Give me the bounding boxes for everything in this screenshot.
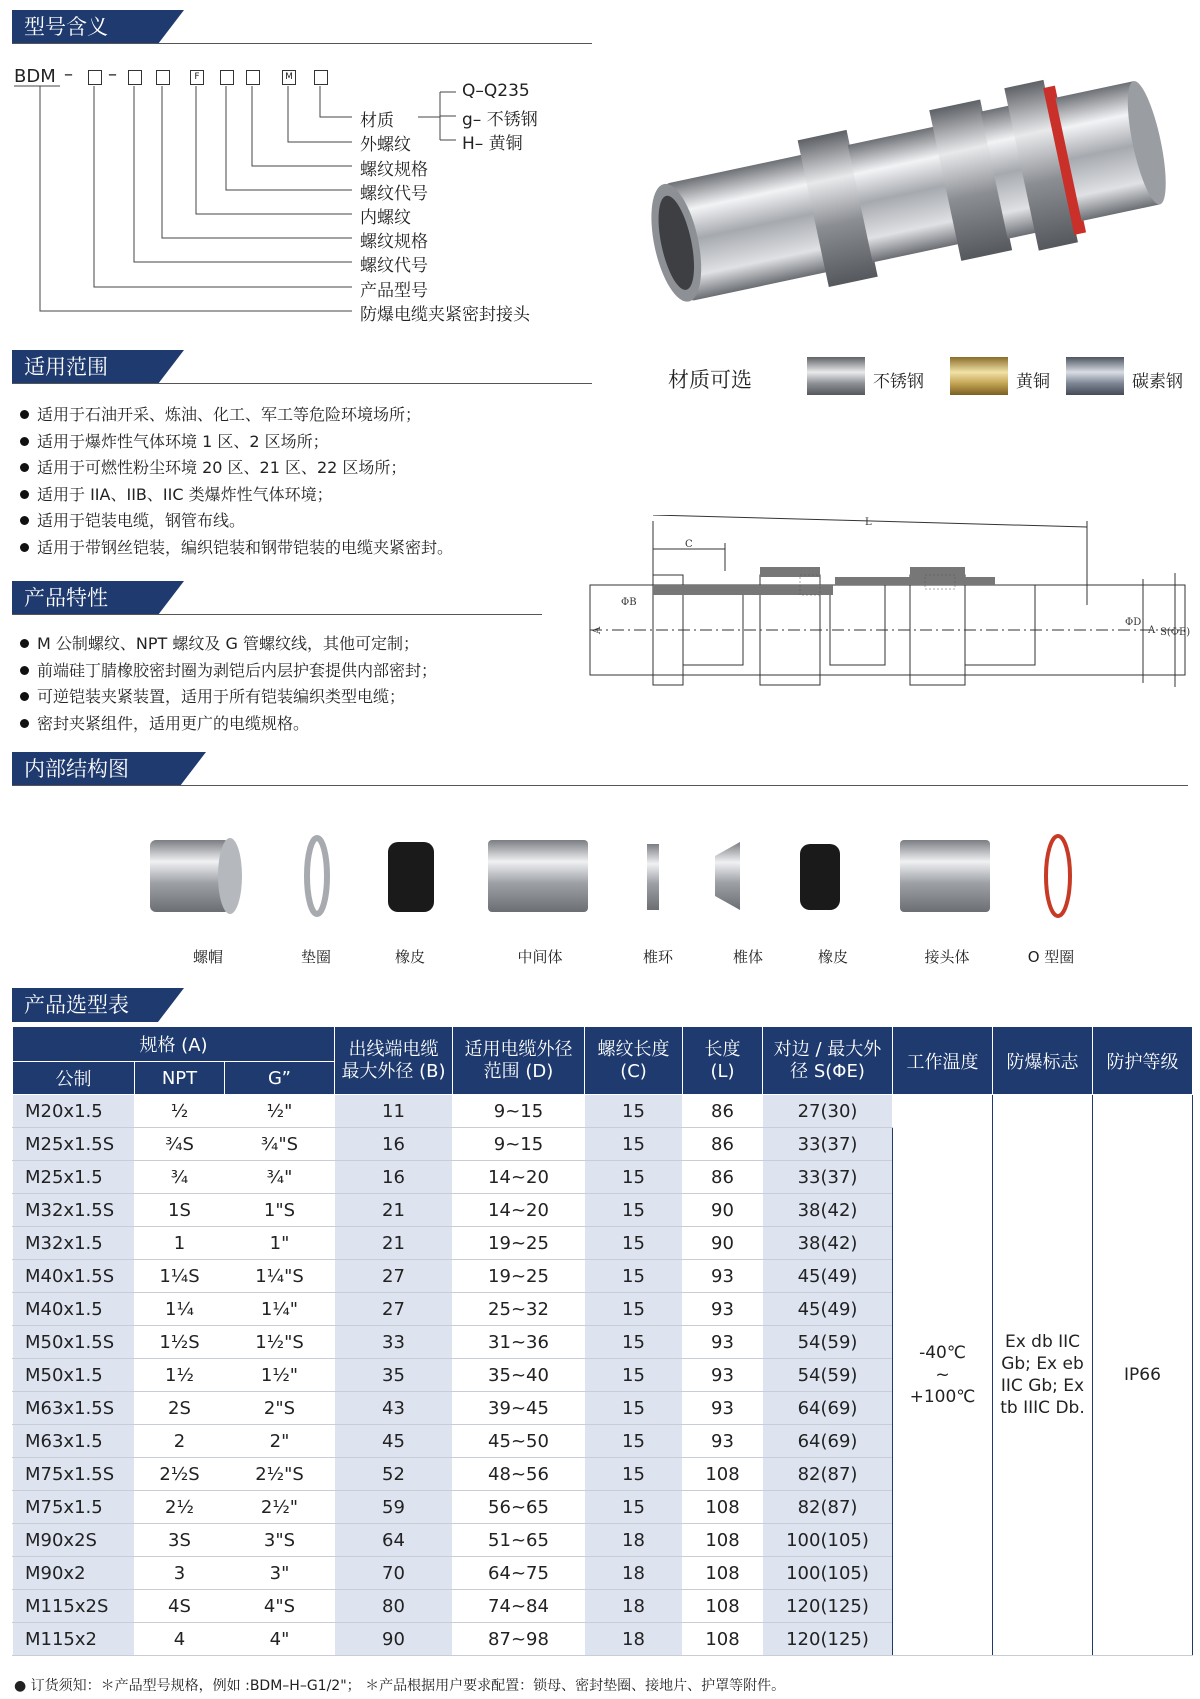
table-cell: 52	[335, 1458, 453, 1491]
dim-D: ΦD	[1125, 617, 1142, 628]
table-cell: 19~25	[453, 1227, 585, 1260]
table-cell: 56~65	[453, 1491, 585, 1524]
list-item: 适用于带钢丝铠装，编织铠装和钢带铠装的电缆夹紧密封。	[20, 535, 453, 562]
parts-images	[140, 826, 1100, 926]
th-ip: 防护等级	[1093, 1027, 1193, 1095]
table-cell: 90	[683, 1227, 763, 1260]
table-cell: 1S	[135, 1194, 225, 1227]
table-cell: 108	[683, 1557, 763, 1590]
th-g: G”	[225, 1062, 335, 1095]
carbon-steel-swatch	[1066, 357, 1124, 395]
dim-A-right: A	[1148, 625, 1156, 636]
dim-L: L	[865, 517, 872, 528]
table-cell: 1¼S	[135, 1260, 225, 1293]
table-cell: 93	[683, 1359, 763, 1392]
table-cell: 15	[585, 1260, 683, 1293]
table-cell: 108	[683, 1524, 763, 1557]
dim-C: C	[685, 539, 693, 550]
table-cell: 108	[683, 1491, 763, 1524]
th-ex: 防爆标志	[993, 1027, 1093, 1095]
table-cell: 15	[585, 1227, 683, 1260]
table-cell: 21	[335, 1227, 453, 1260]
model-label: 螺纹规格	[360, 232, 428, 252]
table-cell: M32x1.5	[13, 1227, 135, 1260]
ex-marking-cell: Ex db IIC Gb; Ex eb IIC Gb; Ex tb IIIC Db.	[993, 1095, 1093, 1656]
table-cell: 64(69)	[763, 1425, 893, 1458]
table-cell: 2½"S	[225, 1458, 335, 1491]
table-cell: 15	[585, 1095, 683, 1128]
material-code: Q–Q235	[462, 81, 530, 101]
table-cell: 4	[135, 1623, 225, 1656]
table-cell: 2"	[225, 1425, 335, 1458]
table-cell: 33(37)	[763, 1128, 893, 1161]
table-cell: M75x1.5S	[13, 1458, 135, 1491]
table-cell: 100(105)	[763, 1524, 893, 1557]
stainless-swatch	[807, 357, 865, 395]
table-cell: 19~25	[453, 1260, 585, 1293]
table-cell: 15	[585, 1128, 683, 1161]
table-cell: 45(49)	[763, 1260, 893, 1293]
table-cell: M40x1.5	[13, 1293, 135, 1326]
model-box-m: M	[282, 70, 296, 85]
th-spec: 规格 (A)	[13, 1027, 335, 1062]
table-cell: 64	[335, 1524, 453, 1557]
table-cell: M75x1.5	[13, 1491, 135, 1524]
table-cell: 87~98	[453, 1623, 585, 1656]
table-cell: 74~84	[453, 1590, 585, 1623]
table-cell: 35~40	[453, 1359, 585, 1392]
table-cell: 18	[585, 1524, 683, 1557]
table-cell: 1½	[135, 1359, 225, 1392]
model-code: BDM	[14, 66, 56, 87]
temp-cell: -40℃ ~ +100℃	[893, 1095, 993, 1656]
table-cell: 27	[335, 1260, 453, 1293]
table-cell: 59	[335, 1491, 453, 1524]
table-cell: 15	[585, 1161, 683, 1194]
table-cell: ¾"S	[225, 1128, 335, 1161]
table-cell: 80	[335, 1590, 453, 1623]
section-title: 产品特性	[12, 581, 158, 615]
table-cell: 4S	[135, 1590, 225, 1623]
model-label: 外螺纹	[360, 135, 411, 155]
list-item: 适用于爆炸性气体环境 1 区、2 区场所；	[20, 429, 453, 456]
table-cell: 16	[335, 1161, 453, 1194]
table-cell: 64(69)	[763, 1392, 893, 1425]
model-dash: –	[108, 64, 117, 85]
model-label: 螺纹代号	[360, 256, 428, 276]
model-leader-lines	[0, 0, 600, 330]
table-cell: M50x1.5S	[13, 1326, 135, 1359]
table-cell: 93	[683, 1293, 763, 1326]
table-cell: 1½"S	[225, 1326, 335, 1359]
table-cell: 70	[335, 1557, 453, 1590]
table-cell: 18	[585, 1590, 683, 1623]
table-cell: 1½S	[135, 1326, 225, 1359]
table-cell: 2	[135, 1425, 225, 1458]
table-cell: ¾S	[135, 1128, 225, 1161]
table-cell: 120(125)	[763, 1623, 893, 1656]
table-cell: 38(42)	[763, 1194, 893, 1227]
table-cell: 120(125)	[763, 1590, 893, 1623]
table-cell: 1"	[225, 1227, 335, 1260]
part-label: 螺帽	[192, 948, 223, 966]
ip-cell: IP66	[1093, 1095, 1193, 1656]
table-cell: 108	[683, 1458, 763, 1491]
table-cell: M90x2	[13, 1557, 135, 1590]
table-cell: 2"S	[225, 1392, 335, 1425]
section-title: 型号含义	[12, 10, 158, 44]
table-cell: 1¼	[135, 1293, 225, 1326]
table-cell: ¾"	[225, 1161, 335, 1194]
table-cell: 90	[335, 1623, 453, 1656]
table-cell: 1¼"	[225, 1293, 335, 1326]
material-option: 不锈钢	[873, 372, 924, 392]
selection-table	[12, 1026, 1193, 1656]
part-label: 垫圈	[300, 948, 331, 966]
model-label: 螺纹代号	[360, 184, 428, 204]
table-cell: 9~15	[453, 1095, 585, 1128]
table-cell: 1	[135, 1227, 225, 1260]
table-cell: 86	[683, 1095, 763, 1128]
list-item: 适用于铠装电缆，钢管布线。	[20, 508, 453, 535]
table-row	[13, 1095, 1193, 1128]
table-cell: 31~36	[453, 1326, 585, 1359]
table-cell: 108	[683, 1623, 763, 1656]
material-code: H– 黄铜	[462, 134, 523, 154]
part-label: 椎体	[732, 948, 763, 966]
list-item: 适用于石油开采、炼油、化工、军工等危险环境场所；	[20, 402, 453, 429]
table-cell: 3"	[225, 1557, 335, 1590]
part-label: O 型圈	[1027, 948, 1075, 966]
features-list	[20, 631, 437, 737]
material-option: 黄铜	[1016, 372, 1050, 392]
table-cell: 82(87)	[763, 1458, 893, 1491]
list-item: M 公制螺纹、NPT 螺纹及 G 管螺纹线，其他可定制；	[20, 631, 437, 658]
technical-drawing	[585, 515, 1195, 715]
part-label: 椎环	[642, 948, 673, 966]
table-cell: 21	[335, 1194, 453, 1227]
brass-swatch	[950, 357, 1008, 395]
table-cell: 27(30)	[763, 1095, 893, 1128]
dim-SE: S(ΦE)	[1160, 627, 1191, 638]
table-cell: 9~15	[453, 1128, 585, 1161]
table-cell: 43	[335, 1392, 453, 1425]
table-cell: 51~65	[453, 1524, 585, 1557]
dim-B: ΦB	[621, 597, 637, 608]
th-d: 适用电缆外径 范围 (D)	[453, 1027, 585, 1095]
table-cell: 15	[585, 1359, 683, 1392]
table-cell: 15	[585, 1326, 683, 1359]
th-b: 出线端电缆 最大外径 (B)	[335, 1027, 453, 1095]
divider	[12, 383, 592, 384]
table-cell: 93	[683, 1260, 763, 1293]
table-cell: M25x1.5S	[13, 1128, 135, 1161]
table-cell: 82(87)	[763, 1491, 893, 1524]
part-label: 橡皮	[817, 948, 848, 966]
section-title: 产品选型表	[12, 988, 158, 1022]
th-se: 对边 / 最大外 径 S(ΦE)	[763, 1027, 893, 1095]
table-cell: 15	[585, 1458, 683, 1491]
table-cell: 108	[683, 1590, 763, 1623]
scope-list	[20, 402, 453, 562]
table-cell: 93	[683, 1425, 763, 1458]
table-cell: M50x1.5	[13, 1359, 135, 1392]
order-note: ● 订货须知：＊产品型号规格，例如 :BDM–H–G1/2"； ＊产品根据用户要求配置：锁母、密封垫圈、接地片、护罩等附件。	[14, 1678, 786, 1694]
th-l: 长度 (L)	[683, 1027, 763, 1095]
table-cell: M32x1.5S	[13, 1194, 135, 1227]
table-cell: 33(37)	[763, 1161, 893, 1194]
list-item: 可逆铠装夹紧装置，适用于所有铠装编织类型电缆；	[20, 684, 437, 711]
table-cell: M115x2S	[13, 1590, 135, 1623]
table-cell: 11	[335, 1095, 453, 1128]
table-cell: ½"	[225, 1095, 335, 1128]
table-cell: 3	[135, 1557, 225, 1590]
table-cell: 1"S	[225, 1194, 335, 1227]
table-cell: 14~20	[453, 1194, 585, 1227]
part-label: 中间体	[517, 948, 563, 966]
th-metric: 公制	[13, 1062, 135, 1095]
section-title: 适用范围	[12, 350, 158, 384]
model-label: 材质	[360, 111, 394, 131]
table-cell: 16	[335, 1128, 453, 1161]
table-cell: 48~56	[453, 1458, 585, 1491]
table-cell: 39~45	[453, 1392, 585, 1425]
table-cell: 15	[585, 1491, 683, 1524]
table-cell: 15	[585, 1392, 683, 1425]
th-temp: 工作温度	[893, 1027, 993, 1095]
model-dash: –	[64, 64, 73, 85]
table-cell: 15	[585, 1194, 683, 1227]
list-item: 前端硅丁腈橡胶密封圈为剥铠后内层护套提供内部密封；	[20, 658, 437, 685]
table-cell: 100(105)	[763, 1557, 893, 1590]
table-cell: 25~32	[453, 1293, 585, 1326]
material-code: g– 不锈钢	[462, 110, 538, 130]
list-item: 密封夹紧组件，适用更广的电缆规格。	[20, 711, 437, 738]
table-cell: M115x2	[13, 1623, 135, 1656]
part-label: 橡皮	[394, 948, 425, 966]
table-cell: 33	[335, 1326, 453, 1359]
table-cell: 4"	[225, 1623, 335, 1656]
th-c: 螺纹长度 (C)	[585, 1027, 683, 1095]
table-cell: 86	[683, 1161, 763, 1194]
model-label: 螺纹规格	[360, 160, 428, 180]
table-cell: 93	[683, 1326, 763, 1359]
table-cell: 15	[585, 1425, 683, 1458]
table-cell: M63x1.5	[13, 1425, 135, 1458]
table-cell: M63x1.5S	[13, 1392, 135, 1425]
table-cell: 15	[585, 1293, 683, 1326]
table-cell: 1½"	[225, 1359, 335, 1392]
model-label: 防爆电缆夹紧密封接头	[360, 305, 530, 325]
table-cell: 54(59)	[763, 1326, 893, 1359]
list-item: 适用于可燃性粉尘环境 20 区、21 区、22 区场所；	[20, 455, 453, 482]
table-cell: 45	[335, 1425, 453, 1458]
table-cell: 1¼"S	[225, 1260, 335, 1293]
table-cell: 64~75	[453, 1557, 585, 1590]
table-cell: 45(49)	[763, 1293, 893, 1326]
th-npt: NPT	[135, 1062, 225, 1095]
table-cell: M40x1.5S	[13, 1260, 135, 1293]
table-cell: 14~20	[453, 1161, 585, 1194]
cable-gland-product-image	[640, 38, 1180, 328]
table-cell: 86	[683, 1128, 763, 1161]
table-cell: 18	[585, 1557, 683, 1590]
list-item: 适用于 IIA、IIB、IIC 类爆炸性气体环境；	[20, 482, 453, 509]
divider	[12, 614, 542, 615]
table-cell: M25x1.5	[13, 1161, 135, 1194]
table-cell: 45~50	[453, 1425, 585, 1458]
table-cell: 2½"	[225, 1491, 335, 1524]
table-cell: 38(42)	[763, 1227, 893, 1260]
model-label: 内螺纹	[360, 208, 411, 228]
table-cell: ½	[135, 1095, 225, 1128]
model-box-f: F	[190, 70, 204, 85]
table-cell: 18	[585, 1623, 683, 1656]
table-cell: M90x2S	[13, 1524, 135, 1557]
material-select-title: 材质可选	[668, 368, 752, 392]
dim-A: A	[592, 626, 603, 634]
section-title: 内部结构图	[12, 752, 180, 786]
table-cell: 3"S	[225, 1524, 335, 1557]
table-cell: 54(59)	[763, 1359, 893, 1392]
table-cell: 2½S	[135, 1458, 225, 1491]
table-cell: 2S	[135, 1392, 225, 1425]
table-cell: 93	[683, 1392, 763, 1425]
table-cell: 3S	[135, 1524, 225, 1557]
table-cell: 2½	[135, 1491, 225, 1524]
divider	[12, 785, 1188, 786]
table-cell: M20x1.5	[13, 1095, 135, 1128]
table-cell: 4"S	[225, 1590, 335, 1623]
table-cell: 27	[335, 1293, 453, 1326]
material-option: 碳素钢	[1132, 372, 1183, 392]
part-label: 接头体	[924, 948, 970, 966]
table-cell: 90	[683, 1194, 763, 1227]
table-cell: ¾	[135, 1161, 225, 1194]
model-label: 产品型号	[360, 281, 428, 301]
table-cell: 35	[335, 1359, 453, 1392]
